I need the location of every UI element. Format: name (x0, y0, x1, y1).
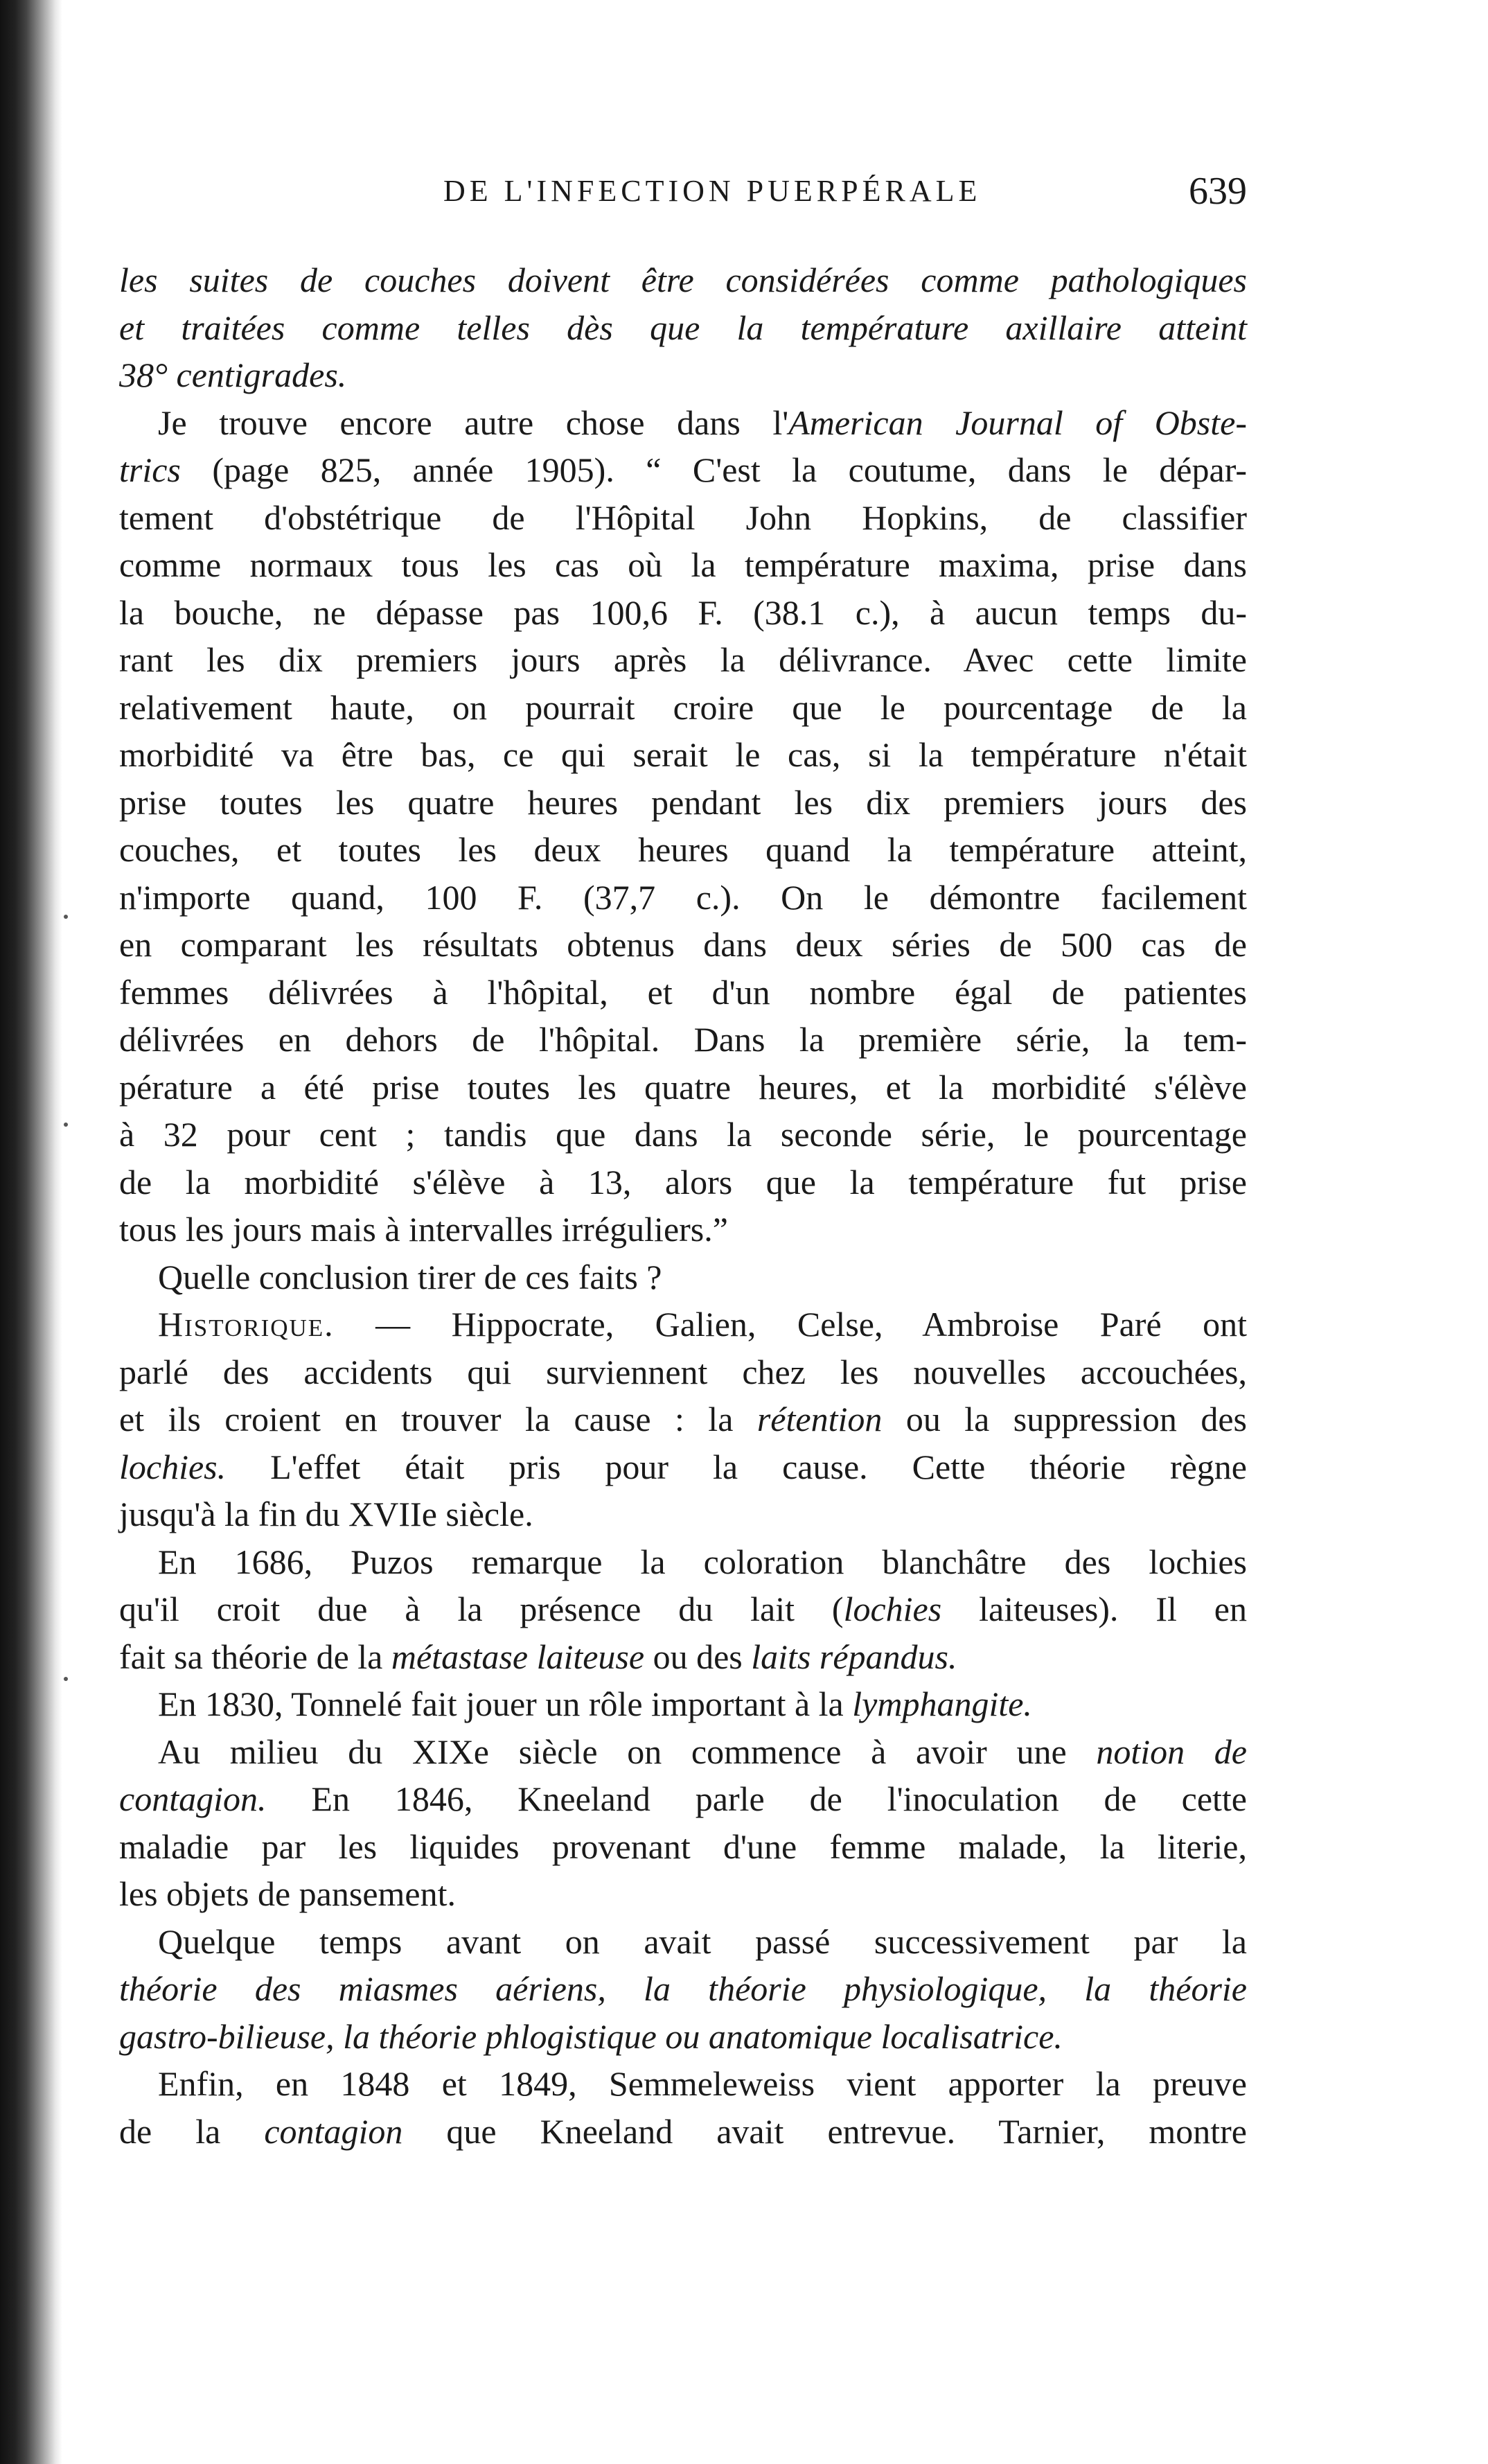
text-segment: American Journal of Obste- (788, 403, 1247, 442)
text-segment: 38° centigrades. (119, 355, 347, 394)
text-line (119, 1918, 1247, 1966)
text-line (119, 1111, 1247, 1159)
text-segment: Historique. (158, 1305, 335, 1344)
scan-speck (64, 915, 68, 919)
text-line (119, 589, 1247, 637)
text-segment: fait sa théorie de la (119, 1637, 391, 1676)
text-line (119, 1775, 1247, 1823)
text-segment: rétention (756, 1400, 883, 1438)
text-segment: lochies. (119, 1447, 227, 1486)
text-segment: de la morbidité s'élève à 13, alors que la température fut prise (119, 1162, 1247, 1202)
text-line (119, 1585, 1247, 1633)
text-segment: contagion (264, 2111, 403, 2151)
text-segment: les objets de pansement. (119, 1874, 456, 1913)
text-segment: comme normaux tous les cas où la température maxima, prise dans (119, 545, 1247, 584)
text-segment: qu'il croit due à la présence du lait ( (119, 1590, 844, 1628)
text-line (119, 2108, 1247, 2156)
text-segment: — Hippocrate, Galien, Celse, Ambroise Paré ont (334, 1305, 1247, 1344)
text-line (119, 1016, 1247, 1064)
text-segment: femmes délivrées à l'hôpital, et d'un nombre égal de patientes (119, 972, 1247, 1012)
scan-speck (64, 1123, 68, 1127)
text-segment: En 1846, Kneeland parle de l'inoculation de cette (266, 1779, 1247, 1818)
text-segment: morbidité va être bas, ce qui serait le cas, si la température n'était (119, 735, 1247, 774)
text-line (119, 1680, 1247, 1728)
text-segment: délivrées en dehors de l'hôpital. Dans la première série, la tem- (119, 1020, 1247, 1059)
text-segment: L'effet était pris pour la cause. Cette théorie règne (226, 1447, 1247, 1486)
text-segment: Au milieu du XIXe siècle on commence à avoir une (158, 1732, 1097, 1771)
text-line (119, 779, 1247, 827)
text-line (119, 1443, 1247, 1491)
text-segment: la bouche, ne dépasse pas 100,6 F. (38.1 c.), à aucun temps du- (119, 592, 1247, 632)
text-line (119, 1396, 1247, 1443)
text-segment: laits répandus. (751, 1637, 957, 1676)
running-title: DE L'INFECTION PUERPÉRALE (443, 174, 982, 208)
book-spine-shadow (0, 0, 62, 2464)
text-line (119, 2060, 1247, 2108)
text-line (119, 494, 1247, 542)
text-line (119, 1064, 1247, 1111)
text-segment: tous les jours mais à intervalles irréguliers.” (119, 1210, 728, 1249)
text-segment: relativement haute, on pourrait croire que le pourcentage de la (119, 687, 1247, 727)
text-segment: contagion. (119, 1779, 267, 1818)
text-segment: Je trouve encore autre chose dans l' (158, 403, 789, 442)
text-segment: et traitées comme telles dès que la température axillaire atteint (119, 308, 1247, 347)
text-line (119, 1490, 1247, 1538)
text-segment: En 1686, Puzos remarque la coloration blanchâtre des lochies (158, 1542, 1247, 1581)
text-segment: couches, et toutes les deux heures quand la température atteint, (119, 830, 1247, 869)
text-segment: En 1830, Tonnelé fait jouer un rôle important à la (158, 1684, 853, 1723)
text-segment: Enfin, en 1848 et 1849, Semmeleweiss vient apporter la preuve (158, 2064, 1247, 2103)
text-line (119, 826, 1247, 874)
text-segment: lymphangite. (852, 1684, 1032, 1723)
text-line (119, 399, 1247, 447)
text-segment: laiteuses). Il en (941, 1590, 1247, 1628)
page-number: 639 (1189, 170, 1247, 213)
text-segment: Quelle conclusion tirer de ces faits ? (158, 1257, 662, 1296)
text-segment: maladie par les liquides provenant d'une femme malade, la literie, (119, 1827, 1247, 1866)
text-segment: théorie des miasmes aériens, la théorie physiologique, la théorie (119, 1969, 1247, 2008)
text-line (119, 1159, 1247, 1206)
text-line (119, 256, 1247, 304)
text-segment: gastro-bilieuse, la théorie phlogistique ou anatomique localisatrice. (119, 2016, 1063, 2056)
text-line (119, 874, 1247, 922)
text-line (119, 541, 1247, 589)
text-segment: et ils croient en trouver la cause : la (119, 1400, 757, 1438)
text-segment: Quelque temps avant on avait passé successivement par la (158, 1921, 1247, 1961)
text-segment: tement d'obstétrique de l'Hôpital John Hopkins, de classifier (119, 498, 1247, 537)
text-line (119, 969, 1247, 1017)
text-line (119, 636, 1247, 684)
text-segment: jusqu'à la fin du XVIIe siècle. (119, 1495, 533, 1533)
text-segment: pérature a été prise toutes les quatre heures, et la morbidité s'élève (119, 1067, 1247, 1107)
text-segment: parlé des accidents qui surviennent chez les nouvelles accouchées, (119, 1352, 1247, 1391)
text-segment: que Kneeland avait entrevue. Tarnier, montre (402, 2111, 1247, 2151)
text-segment: rant les dix premiers jours après la délivrance. Avec cette limite (119, 640, 1247, 679)
text-segment: prise toutes les quatre heures pendant les dix premiers jours des (119, 782, 1247, 822)
text-line (119, 1538, 1247, 1586)
scan-speck (64, 1677, 68, 1681)
text-segment: (page 825, année 1905). “ C'est la coutume, dans le dépar- (180, 450, 1247, 489)
text-segment: lochies (843, 1590, 942, 1628)
text-line (119, 1728, 1247, 1776)
text-line (119, 1301, 1247, 1348)
text-line (119, 1965, 1247, 2013)
text-line (119, 1633, 1247, 1681)
text-segment: à 32 pour cent ; tandis que dans la seconde série, le pourcentage (119, 1115, 1247, 1154)
text-line (119, 921, 1247, 969)
body-text (119, 256, 1247, 2155)
text-line (119, 304, 1247, 352)
text-segment: notion de (1096, 1732, 1247, 1771)
text-segment: les suites de couches doivent être considérées comme pathologiques (119, 261, 1247, 299)
text-line (119, 1870, 1247, 1918)
text-line (119, 2013, 1247, 2061)
text-line (119, 351, 1247, 399)
text-segment: trics (119, 450, 181, 489)
page-header (443, 170, 1247, 222)
text-line (119, 684, 1247, 732)
text-line (119, 446, 1247, 494)
text-segment: ou des (644, 1637, 752, 1676)
text-line (119, 731, 1247, 779)
text-segment: métastase laiteuse (391, 1637, 645, 1676)
text-line (119, 1253, 1247, 1301)
text-segment: en comparant les résultats obtenus dans deux séries de 500 cas de (119, 925, 1247, 964)
text-line (119, 1823, 1247, 1871)
text-line (119, 1206, 1247, 1253)
text-line (119, 1348, 1247, 1396)
text-segment: n'importe quand, 100 F. (37,7 c.). On le démontre facilement (119, 877, 1247, 917)
text-segment: de la (119, 2111, 265, 2151)
text-segment: ou la suppression des (882, 1400, 1248, 1438)
